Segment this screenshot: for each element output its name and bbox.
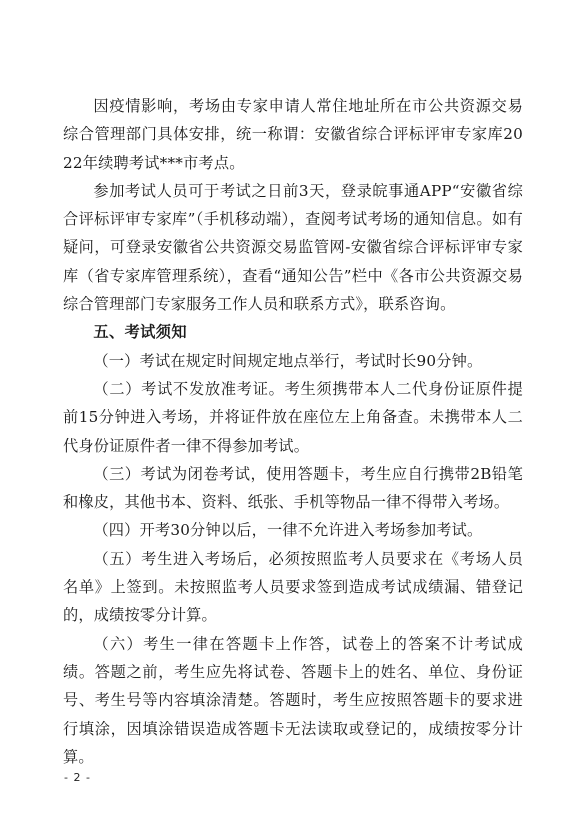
intro-paragraph-notice: 参加考试人员可于考试之日前3天，登录皖事通APP“安徽省综合评标评审专家库”（手机移动端），查阅考试考场的通知信息。如有疑问，可登录安徽省公共资源交易监管网-安徽省综合评标评审专家库（省专家库管理系统），查看“通知公告”栏中《各市公共资源交易综合管理部门专家服务工作人员和联系方式》，联系咨询。 [63,181,523,314]
intro-paragraph-venue: 因疫情影响，考场由专家申请人常住地址所在市公共资源交易综合管理部门具体安排，统一称谓：安徽省综合评标评审专家库2022年续聘考试***市考点。 [63,97,523,172]
section-title: 五、考试须知 [93,323,187,342]
rule-item-1: （一）考试在规定时间规定地点举行，考试时长90分钟。 [93,351,483,370]
rule-item-3: （三）考试为闭卷考试，使用答题卡，考生应自行携带2B铅笔和橡皮，其他书本、资料、纸张、手机等物品一律不得带入考场。 [63,464,523,512]
rule-item-2: （二）考试不发放准考证。考生须携带本人二代身份证原件提前15分钟进入考场，并将证件放在座位左上角备查。未携带本人二代身份证原件者一律不得参加考试。 [63,379,523,455]
document-body [63,92,523,771]
rule-item-5: （五）考生进入考场后，必须按照监考人员要求在《考场人员名单》上签到。未按照监考人员要求签到造成考试成绩漏、错登记的，成绩按零分计算。 [63,549,523,625]
rule-item-6: （六）考生一律在答题卡上作答，试卷上的答案不计考试成绩。答题之前，考生应先将试卷、答题卡上的姓名、单位、身份证号、考生号等内容填涂清楚。答题时，考生应按照答题卡的要求进行填涂，因填涂错误造成答题卡无法读取或登记的，成绩按零分计算。 [63,634,523,766]
page-number: - 2 - [64,771,91,784]
rule-item-4: （四）开考30分钟以后，一律不允许进入考场参加考试。 [93,521,483,540]
